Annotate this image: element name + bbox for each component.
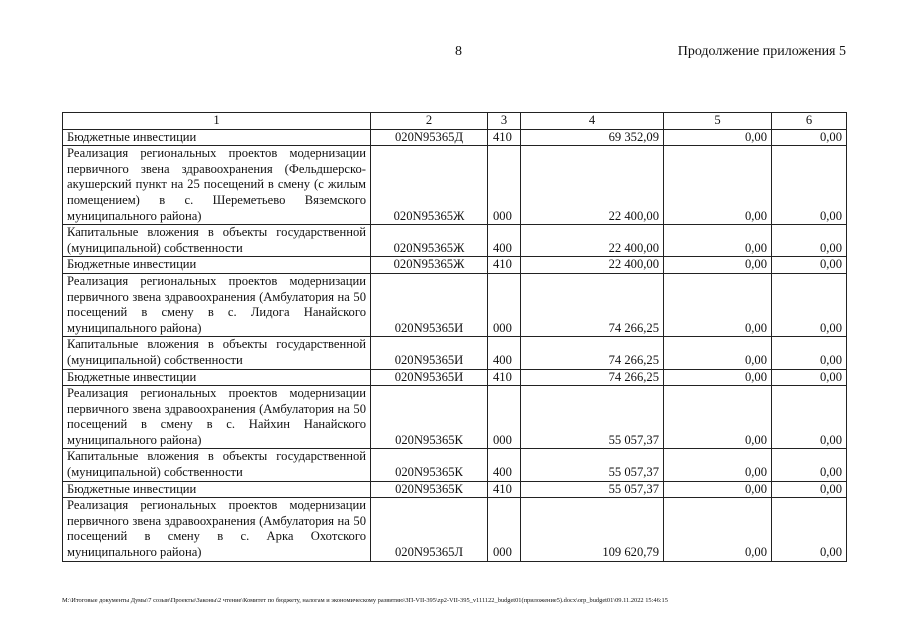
column-number-row: [63, 113, 847, 130]
row-code-cell: 020N95365К: [371, 481, 488, 498]
row-kvr-cell: 410: [488, 481, 521, 498]
table-row: [63, 273, 847, 336]
row-value-2-cell: 0,00: [664, 225, 772, 257]
row-kvr-cell: 400: [488, 449, 521, 481]
row-name-cell: Реализация региональных проектов модернизации первичного звена здравоохранения (Амбулатория на 50 посещений в смену в с. Найхин Нанайского муниципального района): [63, 386, 371, 449]
row-value-3-cell: 0,00: [772, 129, 847, 146]
row-value-1-cell: 74 266,25: [521, 273, 664, 336]
row-value-1-cell: 74 266,25: [521, 369, 664, 386]
row-kvr-cell: 400: [488, 337, 521, 369]
row-value-1-cell: 69 352,09: [521, 129, 664, 146]
row-code-cell: 020N95365Ж: [371, 225, 488, 257]
row-value-3-cell: 0,00: [772, 369, 847, 386]
row-value-1-cell: 74 266,25: [521, 337, 664, 369]
row-value-2-cell: 0,00: [664, 257, 772, 274]
row-value-1-cell: 55 057,37: [521, 481, 664, 498]
row-name-cell: Реализация региональных проектов модернизации первичного звена здравоохранения (Фельдшерско-акушерский пункт на 25 посещений в смену (с жилым помещением) в с. Шереметьево Вяземского муниципального района): [63, 146, 371, 225]
footer-file-path: M:\Итоговые документы Думы\7 созыв\Проекты\Законы\2 чтение\Комитет по бюджету, налогам и экономическому развитию\ЗП-VII-395\zp2-VII-395_v111122_budget01(приложение5).docx\orp_budget01\09.11.2022 15:46:15: [62, 597, 668, 604]
row-value-3-cell: 0,00: [772, 386, 847, 449]
row-value-3-cell: 0,00: [772, 481, 847, 498]
row-value-3-cell: 0,00: [772, 449, 847, 481]
row-value-3-cell: 0,00: [772, 225, 847, 257]
continuation-title: Продолжение приложения 5: [677, 44, 846, 59]
table-row: [63, 337, 847, 369]
row-value-3-cell: 0,00: [772, 257, 847, 274]
row-name-cell: Капитальные вложения в объекты государственной (муниципальной) собственности: [63, 225, 371, 257]
row-value-2-cell: 0,00: [664, 146, 772, 225]
row-name-cell: Капитальные вложения в объекты государственной (муниципальной) собственности: [63, 449, 371, 481]
row-kvr-cell: 410: [488, 369, 521, 386]
row-code-cell: 020N95365К: [371, 386, 488, 449]
row-kvr-cell: 000: [488, 273, 521, 336]
table-row: [63, 129, 847, 146]
table-row: [63, 386, 847, 449]
row-code-cell: 020N95365И: [371, 337, 488, 369]
row-value-1-cell: 55 057,37: [521, 386, 664, 449]
column-number: 5: [664, 113, 772, 130]
page-number: 8: [455, 44, 462, 59]
row-code-cell: 020N95365И: [371, 369, 488, 386]
row-value-2-cell: 0,00: [664, 273, 772, 336]
row-value-3-cell: 0,00: [772, 498, 847, 561]
column-number: 1: [63, 113, 371, 130]
row-value-2-cell: 0,00: [664, 386, 772, 449]
table-row: [63, 498, 847, 561]
row-value-2-cell: 0,00: [664, 369, 772, 386]
row-value-1-cell: 22 400,00: [521, 146, 664, 225]
table-row: [63, 449, 847, 481]
table-row: [63, 225, 847, 257]
table-row: [63, 257, 847, 274]
row-name-cell: Бюджетные инвестиции: [63, 129, 371, 146]
column-number: 3: [488, 113, 521, 130]
row-value-2-cell: 0,00: [664, 449, 772, 481]
row-kvr-cell: 000: [488, 146, 521, 225]
row-value-3-cell: 0,00: [772, 146, 847, 225]
row-value-3-cell: 0,00: [772, 273, 847, 336]
column-number: 6: [772, 113, 847, 130]
row-kvr-cell: 000: [488, 498, 521, 561]
column-number: 2: [371, 113, 488, 130]
row-value-2-cell: 0,00: [664, 481, 772, 498]
row-name-cell: Бюджетные инвестиции: [63, 481, 371, 498]
row-value-1-cell: 55 057,37: [521, 449, 664, 481]
row-kvr-cell: 410: [488, 257, 521, 274]
column-number: 4: [521, 113, 664, 130]
row-value-1-cell: 22 400,00: [521, 257, 664, 274]
row-name-cell: Капитальные вложения в объекты государственной (муниципальной) собственности: [63, 337, 371, 369]
row-name-cell: Бюджетные инвестиции: [63, 257, 371, 274]
row-name-cell: Реализация региональных проектов модернизации первичного звена здравоохранения (Амбулатория на 50 посещений в смену в с. Арка Охотского муниципального района): [63, 498, 371, 561]
budget-table: [62, 112, 847, 562]
row-value-1-cell: 109 620,79: [521, 498, 664, 561]
row-kvr-cell: 000: [488, 386, 521, 449]
row-code-cell: 020N95365Ж: [371, 257, 488, 274]
row-code-cell: 020N95365Л: [371, 498, 488, 561]
table-row: [63, 481, 847, 498]
row-kvr-cell: 410: [488, 129, 521, 146]
row-value-2-cell: 0,00: [664, 129, 772, 146]
row-name-cell: Бюджетные инвестиции: [63, 369, 371, 386]
row-name-cell: Реализация региональных проектов модернизации первичного звена здравоохранения (Амбулатория на 50 посещений в смену в с. Лидога Нанайского муниципального района): [63, 273, 371, 336]
row-kvr-cell: 400: [488, 225, 521, 257]
row-code-cell: 020N95365К: [371, 449, 488, 481]
row-code-cell: 020N95365Ж: [371, 146, 488, 225]
row-value-2-cell: 0,00: [664, 337, 772, 369]
row-code-cell: 020N95365И: [371, 273, 488, 336]
row-code-cell: 020N95365Д: [371, 129, 488, 146]
row-value-1-cell: 22 400,00: [521, 225, 664, 257]
row-value-3-cell: 0,00: [772, 337, 847, 369]
table-row: [63, 146, 847, 225]
row-value-2-cell: 0,00: [664, 498, 772, 561]
table-row: [63, 369, 847, 386]
